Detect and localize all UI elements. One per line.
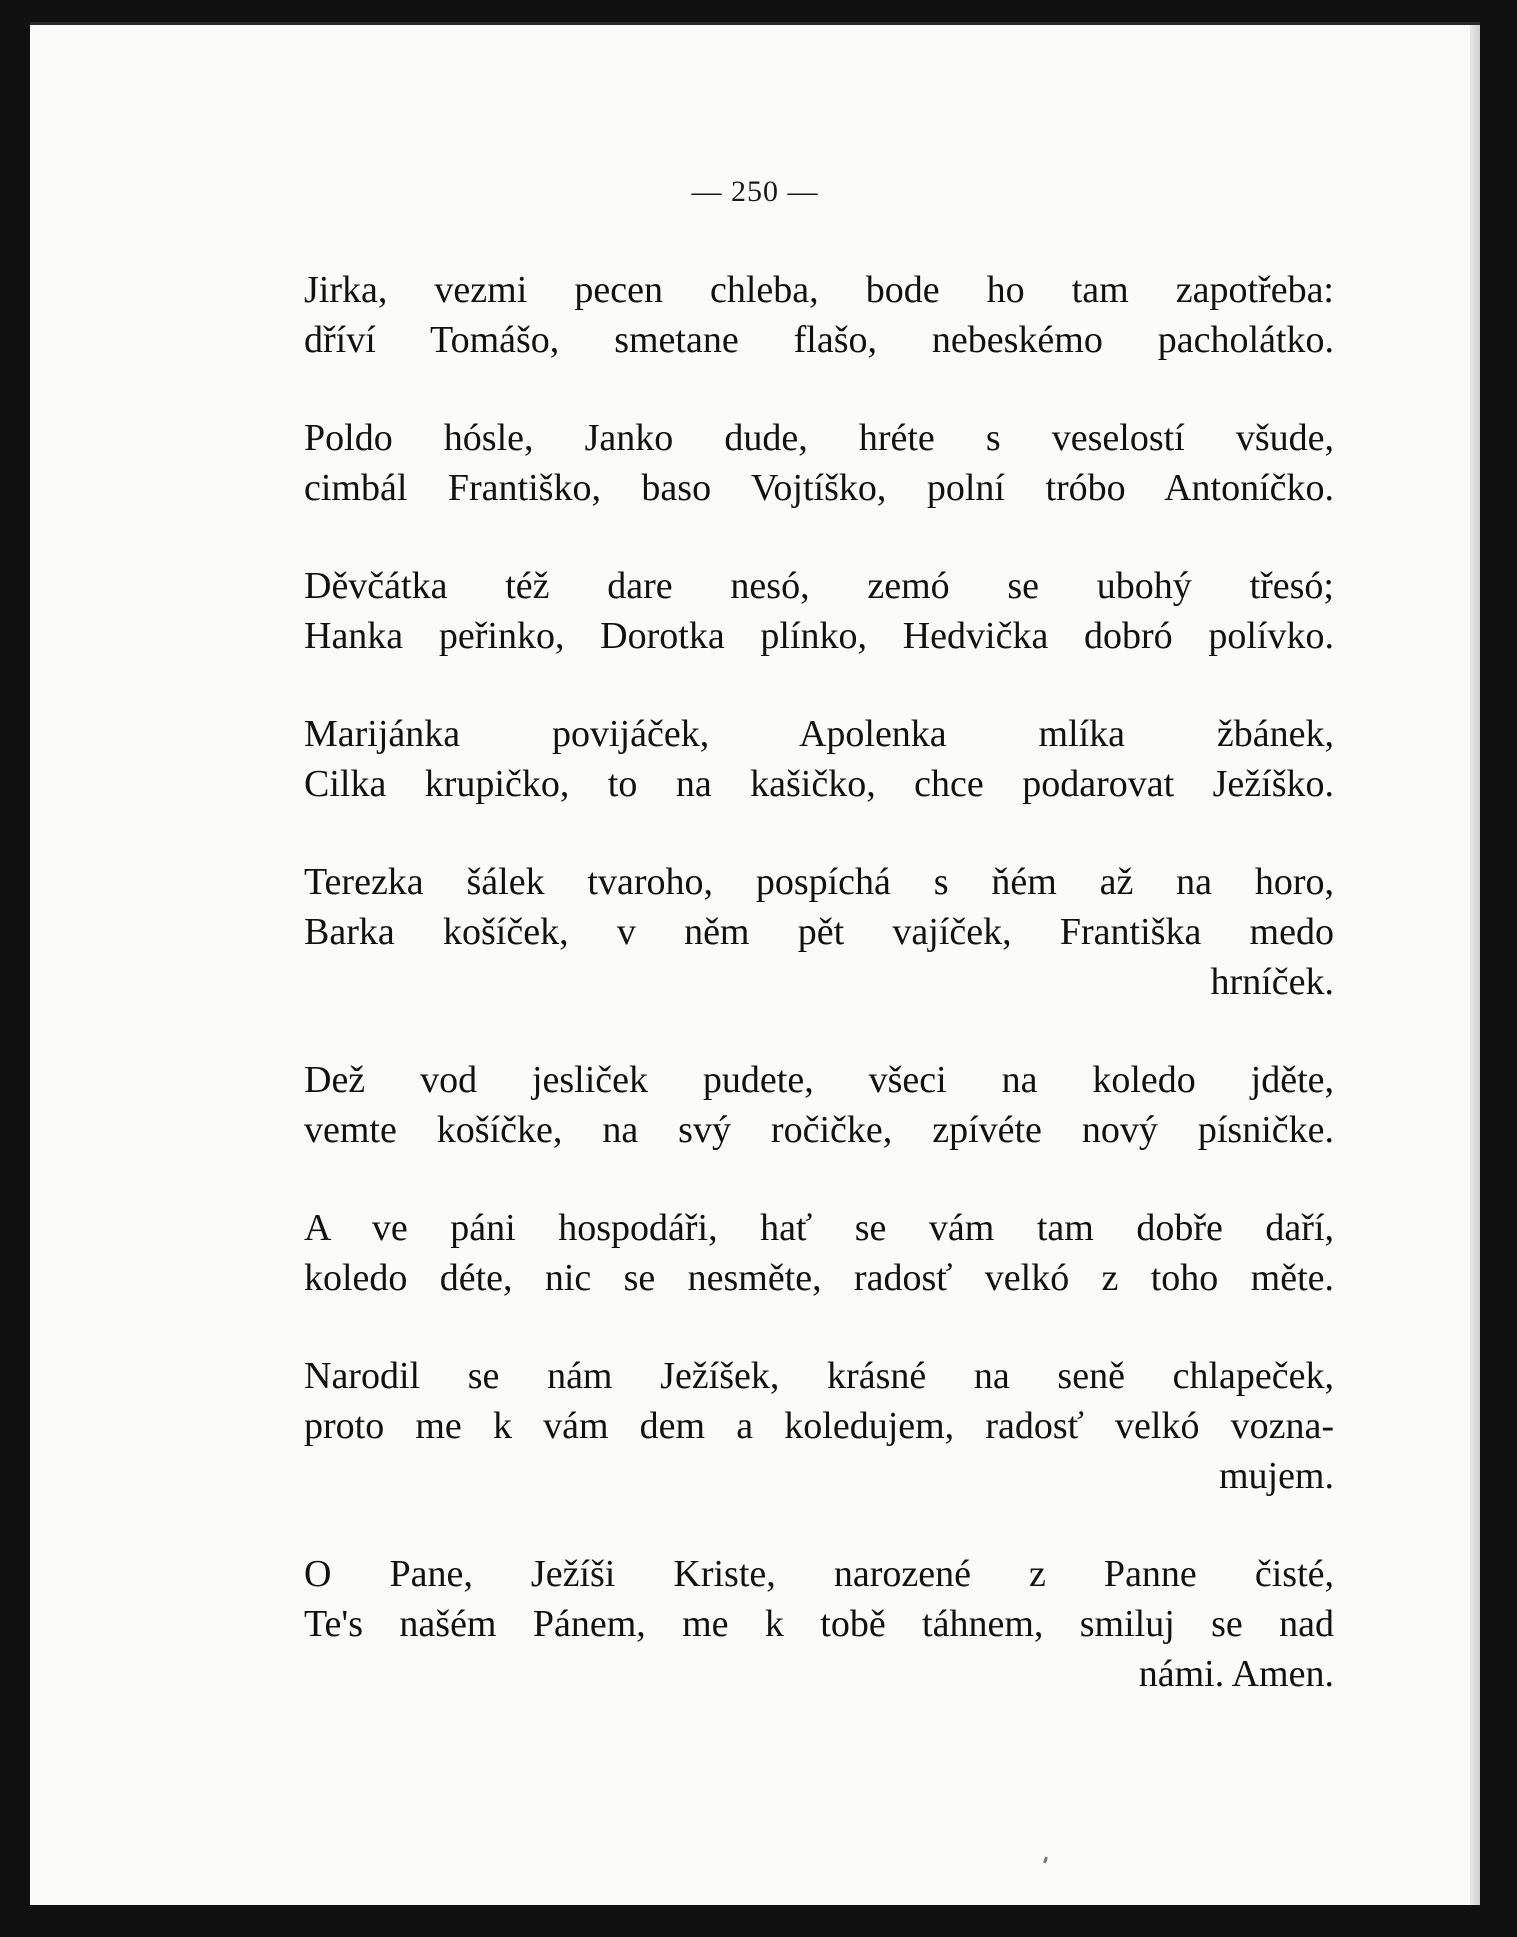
verse-line: Děvčátka též dare nesó, zemó se ubohý třesó; <box>304 565 1334 607</box>
verse-line: Hanka peřinko, Dorotka plínko, Hedvička dobró polívko. <box>304 615 1334 657</box>
page-edge <box>1470 25 1480 1905</box>
verse-line: Te's našém Pánem, me k tobě táhnem, smiluj se nad <box>304 1603 1334 1645</box>
verse-line: Terezka šálek tvaroho, pospíchá s ňém až na horo, <box>304 861 1334 903</box>
verse-line: Cilka krupičko, to na kašičko, chce podarovat Ježíško. <box>304 763 1334 805</box>
verse-line: Narodil se nám Ježíšek, krásné na seně chlapeček, <box>304 1355 1334 1397</box>
verse-line: Poldo hósle, Janko dude, hréte s veselostí všude, <box>304 417 1334 459</box>
book-page <box>30 22 1480 1905</box>
verse-line-runover: mujem. <box>1218 1455 1334 1497</box>
verse-line: dříví Tomášo, smetane flašo, nebeskémo pacholátko. <box>304 319 1334 361</box>
verse-line-runover: hrníček. <box>1210 961 1334 1003</box>
verse-line: O Pane, Ježíši Kriste, narozené z Panne čisté, <box>304 1553 1334 1595</box>
scan-speck <box>1043 1857 1048 1864</box>
verse-line: Barka košíček, v něm pět vajíček, Františka medo <box>304 911 1334 953</box>
page-number: — 250 — <box>691 175 819 208</box>
verse-line: koledo déte, nic se nesměte, radosť velkó z toho měte. <box>304 1257 1334 1299</box>
stanza <box>304 709 1334 809</box>
verse-line: Marijánka povijáček, Apolenka mlíka žbánek, <box>304 713 1334 755</box>
verse-line: A ve páni hospodáři, hať se vám tam dobře daří, <box>304 1207 1334 1249</box>
verse-line: Jirka, vezmi pecen chleba, bode ho tam zapotřeba: <box>304 269 1334 311</box>
verse-line: proto me k vám dem a koledujem, radosť velkó vozna- <box>304 1405 1334 1447</box>
verse-line: cimbál Františko, baso Vojtíško, polní tróbo Antoníčko. <box>304 467 1334 509</box>
stanza <box>304 561 1334 661</box>
stanza <box>304 1055 1334 1155</box>
verse-line-runover: námi. Amen. <box>1138 1653 1334 1695</box>
verse-line: Dež vod jesliček pudete, všeci na koledo jděte, <box>304 1059 1334 1101</box>
poem <box>304 265 1334 1747</box>
stanza <box>304 1351 1334 1501</box>
stanza <box>304 1549 1334 1699</box>
stanza <box>304 413 1334 513</box>
verse-line: vemte košíčke, na svý ročičke, zpívéte nový písničke. <box>304 1109 1334 1151</box>
stanza <box>304 265 1334 365</box>
stanza <box>304 1203 1334 1303</box>
stanza <box>304 857 1334 1007</box>
